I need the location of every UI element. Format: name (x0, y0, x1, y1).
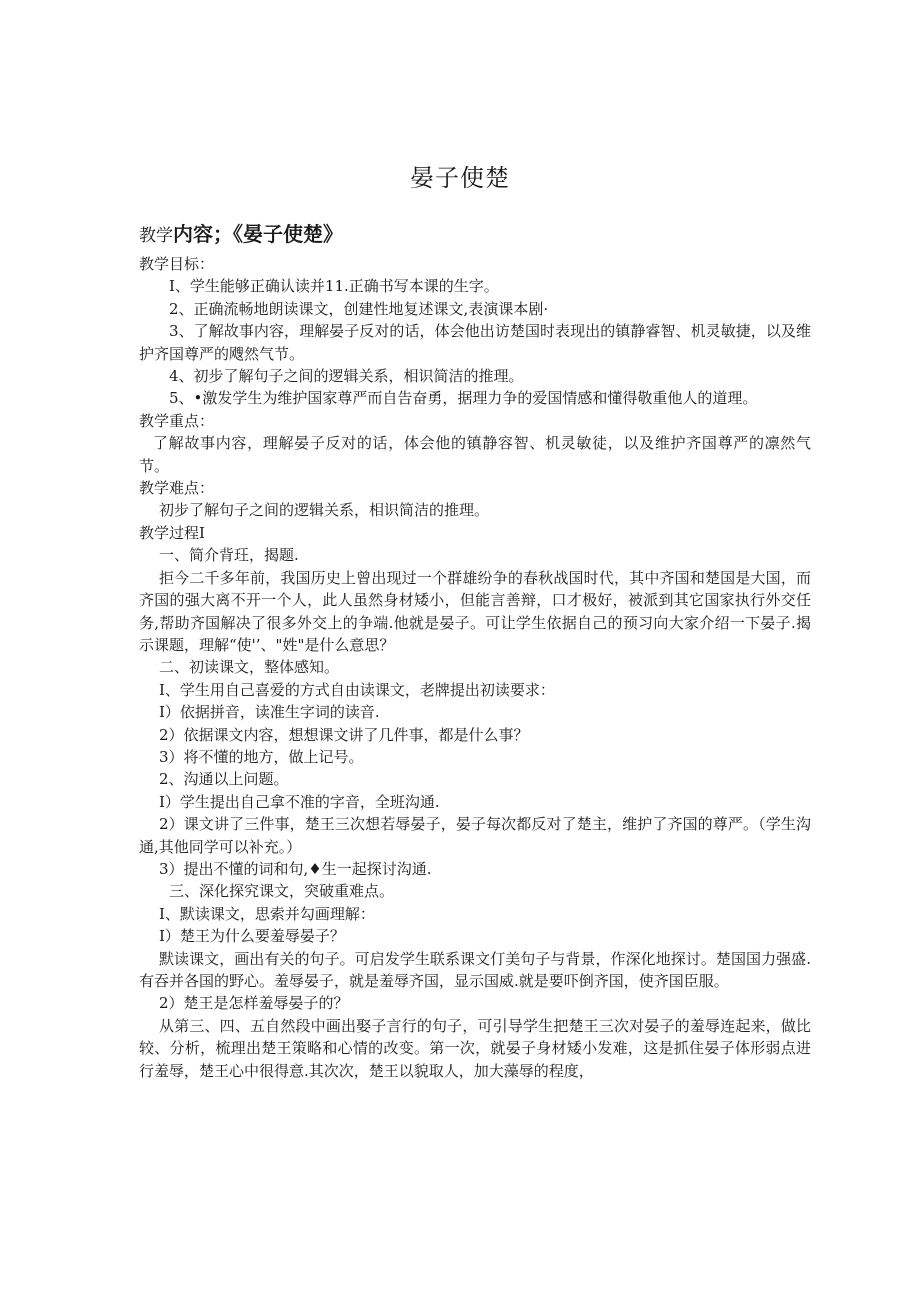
paragraph: 三、深化探究课文，突破重难点。 (169, 882, 395, 901)
paragraph: 一、简介背玨，揭题. (159, 546, 299, 565)
document-title: 晏子使楚 (410, 164, 510, 192)
paragraph: 了解故事内容，理解晏子反对的话，体会他的镇静容智、机灵敏徒，以及维护齐国尊严的凛然气节。 (139, 434, 811, 475)
teaching-content-line (139, 218, 343, 247)
paragraph: 2）课文讲了三件事，楚王三次想若辱晏子，晏子每次都反对了楚主，维护了齐国的尊严。（学生沟通,其他同学可以补充。） (139, 815, 811, 856)
paragraph: 教学过程I (139, 523, 205, 542)
paragraph: 2、沟通以上问题。 (159, 770, 289, 789)
paragraph: I）学生提出自己拿不准的字音，全班沟通. (159, 792, 440, 811)
paragraph: 二、初读课文，整体感知。 (159, 658, 340, 677)
paragraph: 3）提出不懂的词和句,♦生一起探讨沟通. (159, 859, 432, 878)
paragraph: Ⅰ、学生能够正确认读并11.正确书写本课的生字。 (169, 277, 499, 296)
paragraph: 教学目标： (139, 255, 215, 273)
document-body (139, 253, 811, 1082)
teaching-content-value: 内容；《晏子使楚》 (173, 222, 343, 246)
paragraph: I）依据拼音，读准生字词的读音. (159, 703, 380, 722)
paragraph: 3、了解故事内容，理解晏子反对的话，体会他出访楚国时表现出的镇静睿智、机灵敏捷，以及维护齐国尊严的飕然气节。 (139, 322, 811, 363)
paragraph: 2）依据课文内容，想想课文讲了几件事，都是什么事？ (159, 725, 529, 744)
paragraph: 3）将不懂的地方，做上记号。 (159, 747, 364, 766)
paragraph: 教学重点： (139, 411, 215, 430)
paragraph: Ⅰ、学生用自己喜爱的方式自由读课文，老牌提出初读要求： (159, 680, 555, 699)
teaching-content-label: 教学 (139, 226, 173, 246)
paragraph: 4、初步了解句子之间的逻辑关系，相识简洁的推理。 (169, 367, 524, 386)
paragraph: 2）楚王是怎样羞辱晏子的？ (159, 994, 349, 1013)
paragraph: Ⅰ、默读课文，思索并勾画理解： (159, 904, 375, 923)
paragraph: 5、•激发学生为维护国家尊严而自告奋勇，据理力争的爱国情感和懂得敬重他人的道理。 (169, 389, 758, 408)
paragraph: 拒今二千多年前，我国历史上曾出现过一个群雄纷争的春秋战国时代，其中齐国和楚国是大国，而齐国的强大离不开一个人，此人虽然身材矮小，但能言善辩，口才极好，被派到其它国家执行外交任务,帮助齐国解决了很多外交上的争端.他就是晏子。可让学生依据自己的预习向大家介绍一下晏子.揭示课题，理解“使'’、"姓"是什么意思？ (139, 568, 811, 654)
paragraph: 2、正确流畅地朗读课文，创建性地复述课文,表演课本剧· (169, 299, 549, 318)
paragraph: 从第三、四、五自然段中画出娶子言行的句子，可引导学生把楚王三次对晏子的羞辱连起来，做比较、分析，梳理出楚王策略和心情的改变。第一次，就晏子身材矮小发难，这是抓住晏子体形弱点进行羞辱，楚王心中很得意.其次次，楚王以貌取人，加大藻辱的程度， (139, 1016, 811, 1080)
paragraph: 默读课文，画出有关的句子。可启发学生联系课文仃美句子与背景，作深化地探讨。楚国国力强盛.有吞并各国的野心。羞辱晏子，就是羞辱齐国，显示国威.就是要吓倒齐国，使齐国臣服。 (139, 949, 811, 990)
paragraph: 初步了解句子之间的逻辑关系，相识简洁的推理。 (159, 501, 490, 520)
paragraph: I）楚王为什么要羞辱晏子？ (159, 927, 345, 946)
paragraph: 教学难点： (139, 479, 215, 498)
